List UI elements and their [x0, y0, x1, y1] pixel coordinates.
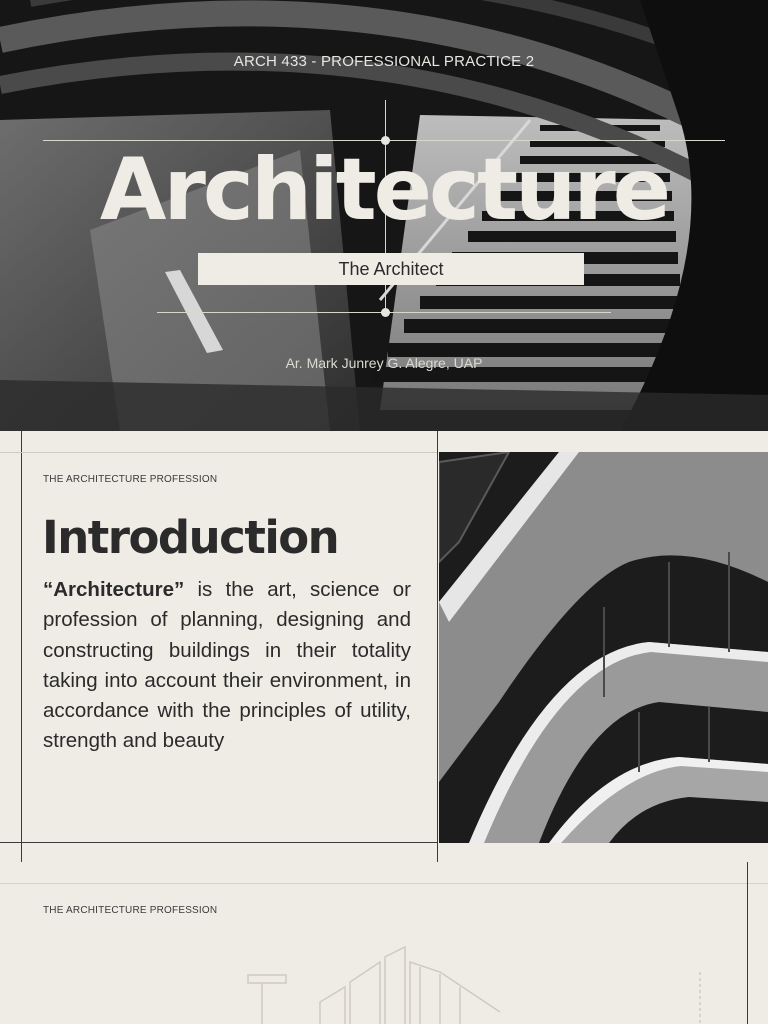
introduction-slide — [0, 431, 768, 862]
cover-title: Architecture — [99, 140, 669, 240]
next-slide — [0, 862, 768, 1024]
cover-slide — [0, 0, 768, 431]
grid-line-middle — [437, 431, 438, 862]
course-code: ARCH 433 - PROFESSIONAL PRACTICE 2 — [233, 53, 535, 70]
cover-author: Ar. Mark Junrey G. Alegre, UAP — [285, 355, 483, 371]
guide-dot-bottom — [381, 308, 390, 317]
page-title: Introduction — [42, 511, 339, 564]
section-label: THE ARCHITECTURE PROFESSION — [43, 905, 218, 916]
defined-term: “Architecture” — [43, 578, 185, 601]
grid-line-left — [21, 431, 22, 862]
cover-subtitle: The Architect — [198, 253, 584, 285]
definition-paragraph — [43, 575, 411, 757]
grid-line-bottom — [0, 842, 437, 843]
grid-line-top — [0, 452, 437, 453]
building-interior-photo — [439, 452, 768, 843]
section-label: THE ARCHITECTURE PROFESSION — [43, 474, 218, 485]
building-sketch — [0, 862, 768, 1024]
definition-text: is the art, science or profession of planning, designing and constructing buildings in their totality taking into account their environment, in accordance with the principles of utility, strength and beauty — [43, 578, 411, 753]
